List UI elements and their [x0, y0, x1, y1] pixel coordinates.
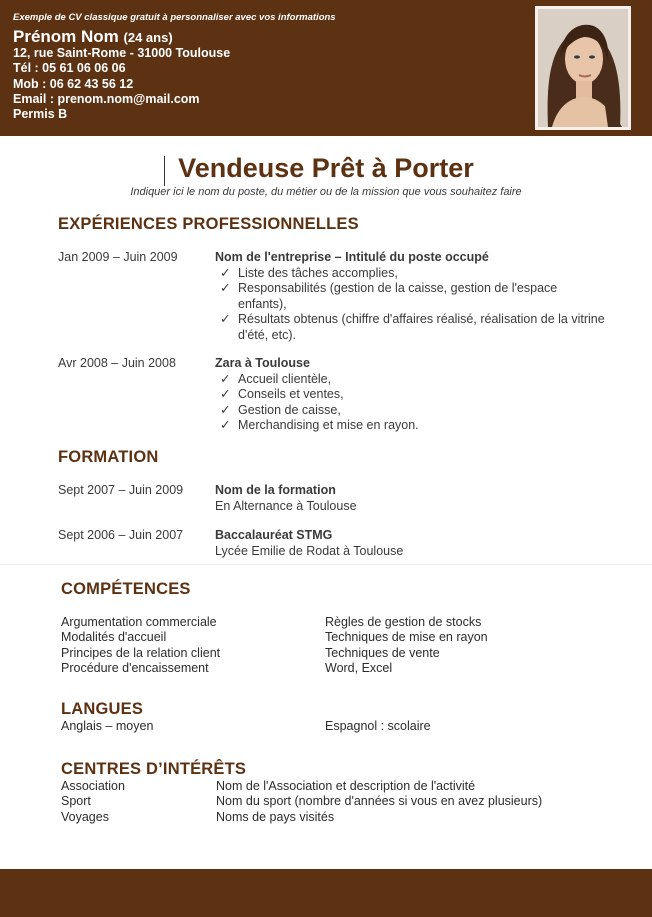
check-icon: ✓: [220, 418, 231, 432]
formation-entry: [215, 528, 605, 559]
formation-entry: [215, 483, 605, 514]
experience-entry: [215, 356, 605, 434]
experience-title: Zara à Toulouse: [215, 356, 310, 370]
interest-name: Association: [61, 779, 125, 793]
portrait-image: [538, 9, 628, 127]
contact-mobile: Mob : 06 62 43 56 12: [13, 77, 134, 91]
task-text: Liste des tâches accomplies,: [238, 265, 398, 280]
contact-phone: Tél : 05 61 06 06 06: [13, 61, 126, 75]
experience-date: Jan 2009 – Juin 2009: [58, 250, 178, 264]
skill-item: Règles de gestion de stocks: [325, 615, 482, 629]
task-text: Gestion de caisse,: [238, 402, 341, 417]
contact-email: Email : prenom.nom@mail.com: [13, 92, 200, 106]
skill-item: Techniques de vente: [325, 646, 440, 660]
experience-entry: [215, 250, 605, 343]
check-icon: ✓: [220, 402, 231, 417]
formation-title: Baccalauréat STMG: [215, 528, 333, 542]
task-text: Accueil clientèle,: [238, 371, 332, 386]
skill-item: Word, Excel: [325, 661, 393, 675]
interest-detail: Noms de pays visités: [216, 810, 335, 824]
task-item: [215, 372, 605, 388]
task-text: Responsabilités (gestion de la caisse, gestion de l'espace enfants),: [238, 281, 558, 311]
cv-footer-bar: [0, 869, 652, 917]
contact-address: 12, rue Saint-Rome - 31000 Toulouse: [13, 46, 231, 60]
task-list: [215, 372, 605, 434]
check-icon: ✓: [220, 265, 231, 280]
skill-item: Argumentation commerciale: [61, 615, 217, 629]
experience-title: Nom de l'entreprise – Intitulé du poste occupé: [215, 250, 489, 264]
formation-heading: FORMATION: [58, 448, 159, 466]
task-item: [215, 403, 605, 419]
check-icon: ✓: [220, 387, 231, 401]
job-title: Vendeuse Prêt à Porter: [178, 153, 474, 183]
task-list: [215, 266, 605, 344]
skill-item: Modalités d'accueil: [61, 630, 167, 644]
languages-heading: LANGUES: [61, 700, 144, 718]
task-item: [215, 281, 605, 312]
portrait-photo: [535, 6, 631, 130]
interests-heading: CENTRES D’INTÉRÊTS: [61, 760, 247, 778]
interest-detail: Nom de l'Association et description de l'activité: [216, 779, 476, 793]
formation-detail: En Alternance à Toulouse: [215, 498, 357, 513]
task-text: Conseils et ventes,: [238, 387, 344, 401]
candidate-age: (24 ans): [123, 30, 173, 45]
job-subtitle: Indiquer ici le nom du poste, du métier ou de la mission que vous souhaitez faire: [130, 186, 522, 198]
driving-license: Permis B: [13, 107, 68, 121]
section-divider: [0, 564, 652, 565]
task-item: [215, 387, 605, 403]
candidate-name: Prénom Nom: [13, 27, 119, 46]
interest-name: Voyages: [61, 810, 109, 824]
formation-date: Sept 2007 – Juin 2009: [58, 483, 184, 497]
language-item: Anglais – moyen: [61, 719, 154, 733]
check-icon: ✓: [220, 281, 231, 295]
skill-item: Techniques de mise en rayon: [325, 630, 488, 644]
check-icon: ✓: [220, 312, 231, 326]
interest-name: Sport: [61, 794, 91, 808]
experience-date: Avr 2008 – Juin 2008: [58, 356, 176, 370]
formation-detail: Lycée Emilie de Rodat à Toulouse: [215, 543, 404, 558]
interest-detail: Nom du sport (nombre d'années si vous en avez plusieurs): [216, 794, 543, 808]
task-item: [215, 266, 605, 282]
header-tagline: Exemple de CV classique gratuit à personnaliser avec vos informations: [13, 12, 336, 23]
candidate-name-line: [13, 27, 173, 47]
experience-heading: EXPÉRIENCES PROFESSIONNELLES: [58, 215, 359, 233]
skill-item: Procédure d'encaissement: [61, 661, 209, 675]
task-item: [215, 418, 605, 434]
check-icon: ✓: [220, 371, 231, 386]
formation-date: Sept 2006 – Juin 2007: [58, 528, 184, 542]
task-text: Merchandising et mise en rayon.: [238, 418, 419, 432]
skill-item: Principes de la relation client: [61, 646, 221, 660]
task-text: Résultats obtenus (chiffre d'affaires réalisé, réalisation de la vitrine d'été, etc).: [238, 312, 605, 342]
language-item: Espagnol : scolaire: [325, 719, 431, 733]
cv-header: [0, 0, 652, 136]
task-item: [215, 312, 605, 343]
formation-title: Nom de la formation: [215, 483, 336, 497]
skills-heading: COMPÉTENCES: [61, 580, 191, 598]
